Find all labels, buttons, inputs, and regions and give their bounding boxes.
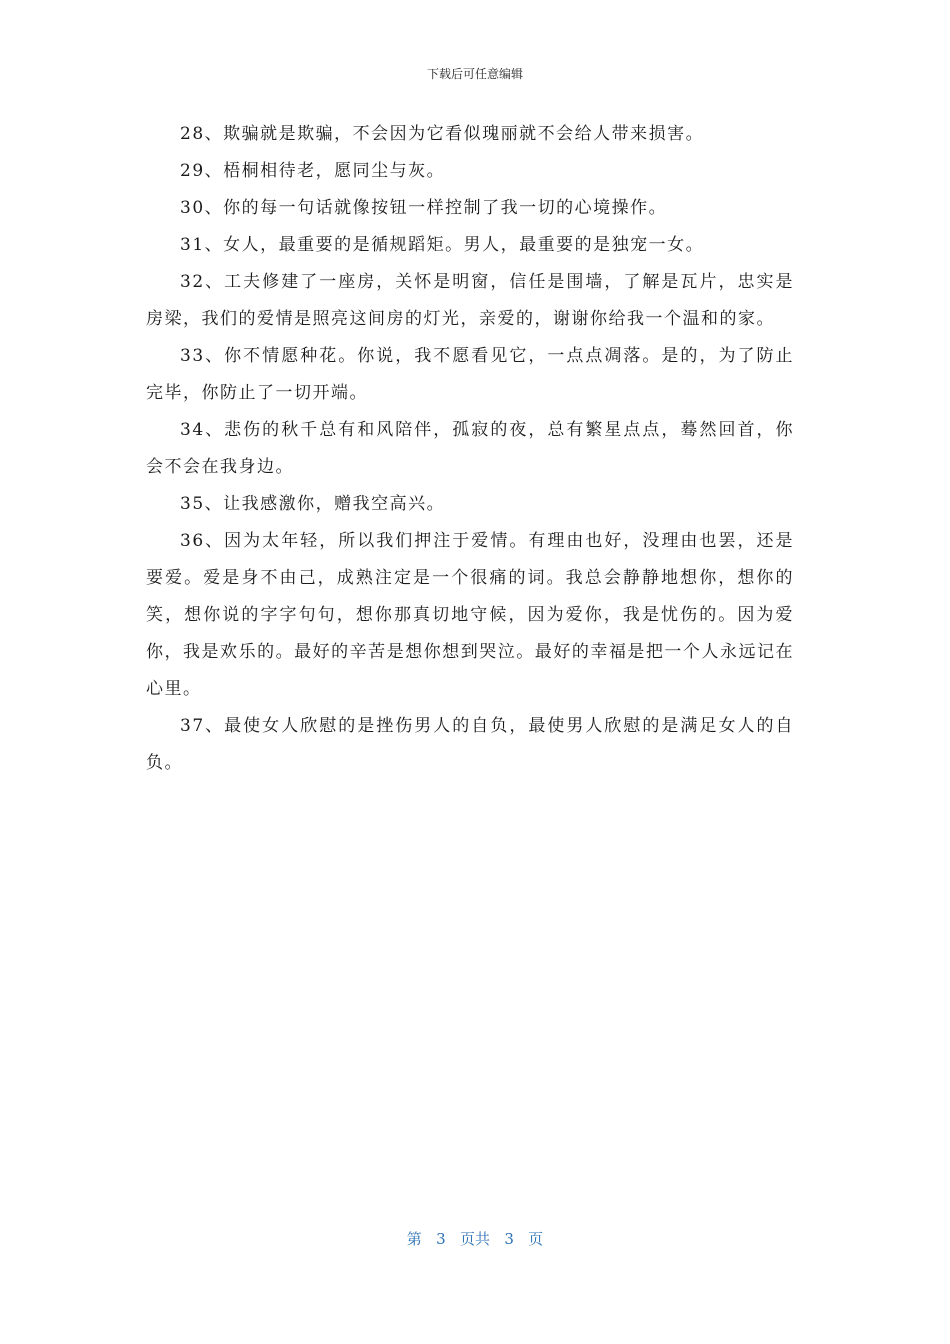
page-header: 下载后可任意编辑: [426, 67, 523, 81]
paragraph-36: 36、因为太年轻，所以我们押注于爱情。有理由也好，没理由也罢，还是要爱。爱是身不由己，成熟注定是一个很痛的词。我总会静静地想你，想你的笑，想你说的字字句句，想你那真切地守候，因为爱你，我是忧伤的。因为爱你，我是欢乐的。最好的辛苦是想你想到哭泣。最好的幸福是把一个人永远记在心里。: [146, 531, 794, 699]
page-footer: [0, 1228, 950, 1250]
paragraph-32: 32、工夫修建了一座房，关怀是明窗，信任是围墙，了解是瓦片，忠实是房梁，我们的爱情是照亮这间房的灯光，亲爱的，谢谢你给我一个温和的家。: [146, 272, 794, 329]
paragraph-30: 30、你的每一句话就像按钮一样控制了我一切的心境操作。: [180, 198, 668, 218]
footer-current-page: 3: [436, 1230, 446, 1248]
footer-suffix: 页: [528, 1230, 544, 1248]
paragraph-35: 35、让我感激你，赠我空高兴。: [180, 494, 446, 514]
footer-total-pages: 3: [504, 1230, 514, 1248]
footer-middle: 页共: [459, 1230, 490, 1248]
paragraph-33: 33、你不情愿种花。你说，我不愿看见它，一点点凋落。是的，为了防止完毕，你防止了一切开端。: [146, 346, 794, 403]
paragraph-31: 31、女人，最重要的是循规蹈矩。男人，最重要的是独宠一女。: [180, 235, 705, 255]
document-body: [146, 116, 794, 782]
paragraph-34: 34、悲伤的秋千总有和风陪伴，孤寂的夜，总有繁星点点，蓦然回首，你会不会在我身边。: [146, 420, 794, 477]
paragraph-37: 37、最使女人欣慰的是挫伤男人的自负，最使男人欣慰的是满足女人的自负。: [146, 716, 794, 773]
footer-prefix: 第: [406, 1230, 422, 1248]
paragraph-29: 29、梧桐相待老，愿同尘与灰。: [180, 161, 446, 181]
paragraph-28: 28、欺骗就是欺骗，不会因为它看似瑰丽就不会给人带来损害。: [180, 124, 705, 144]
